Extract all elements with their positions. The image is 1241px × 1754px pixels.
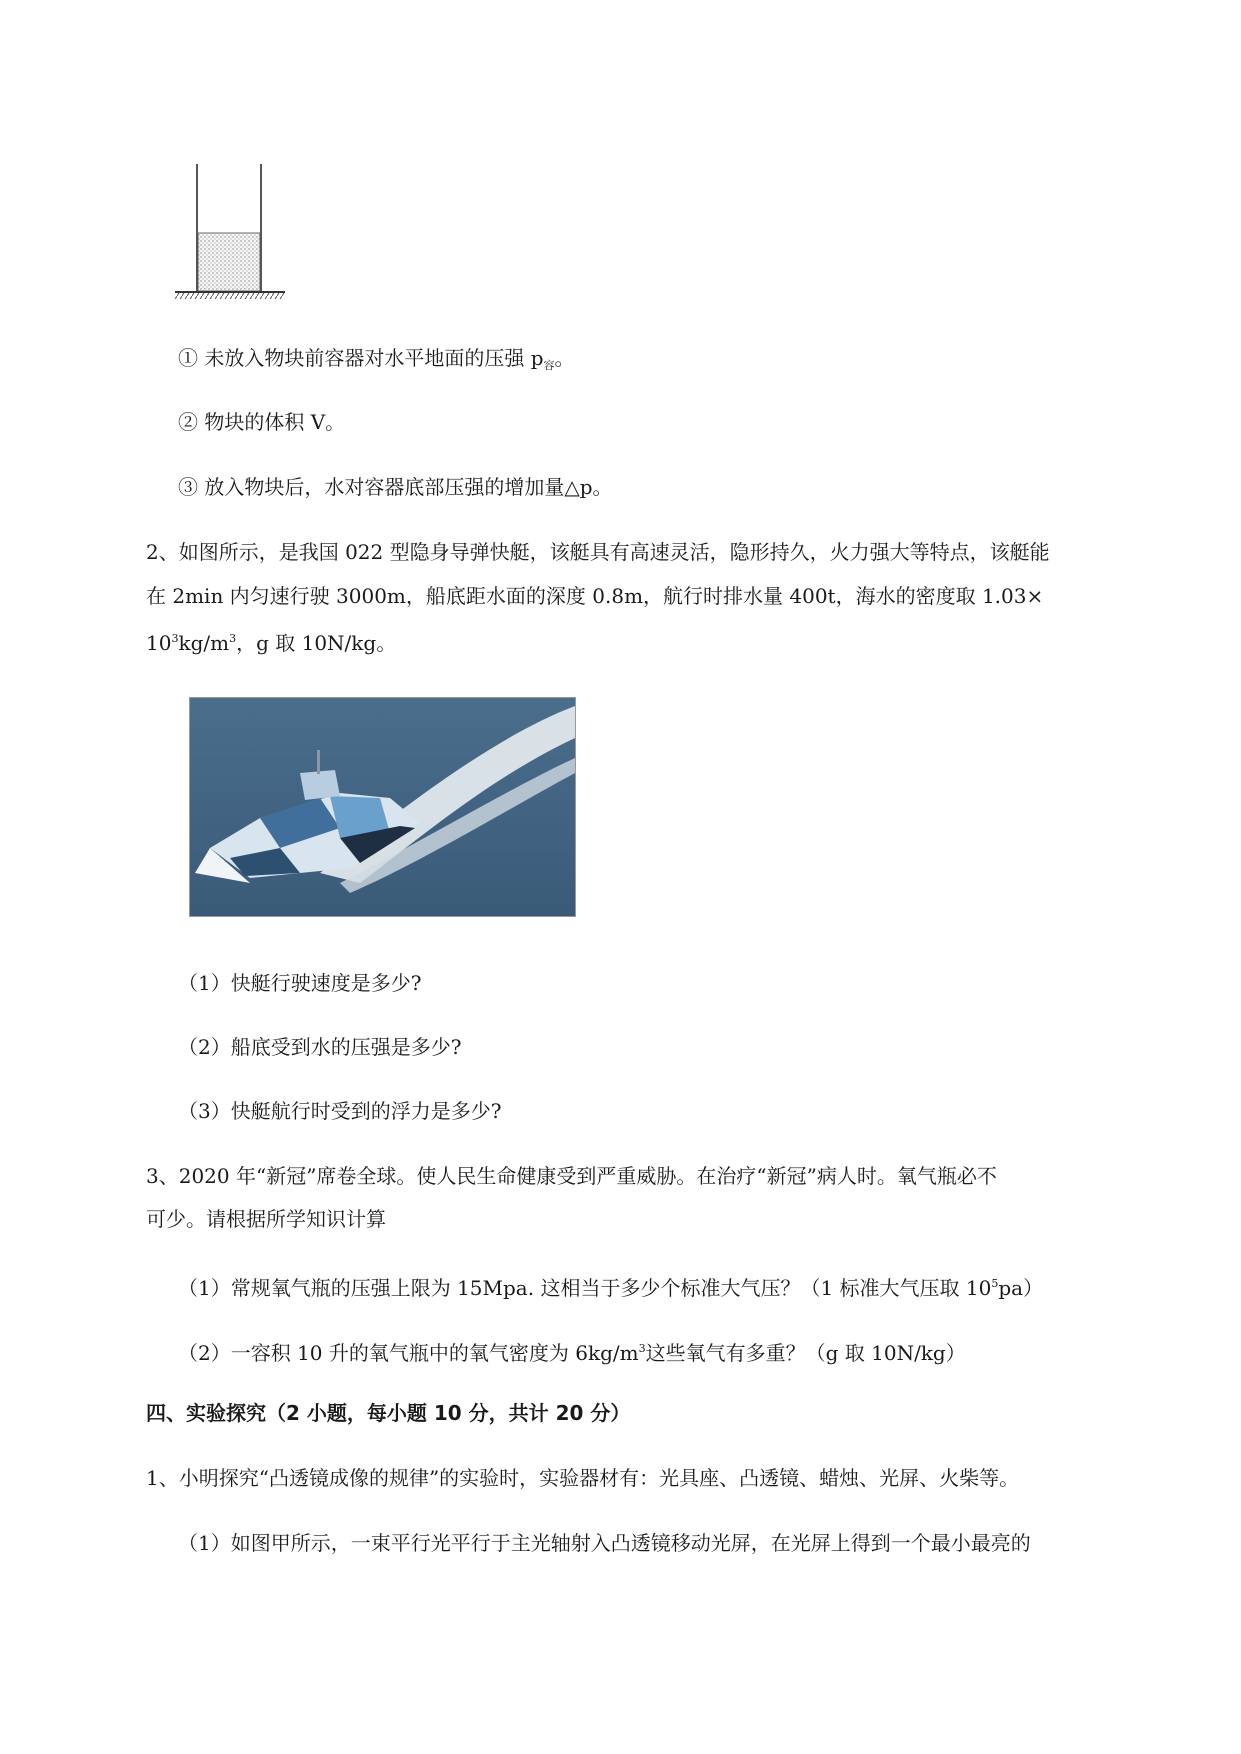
s4-q1-line-1: 1、小明探究“凸透镜成像的规律”的实验时，实验器材有：光具座、凸透镜、蜡烛、光屏、火柴等。	[146, 1466, 1020, 1490]
q2-sub-2: （2）船底受到水的压强是多少?	[178, 1035, 462, 1059]
container-diagram	[172, 160, 292, 305]
q2-text-line-1: 2、如图所示，是我国 022 型隐身导弹快艇，该艇具有高速灵活，隐形持久，火力强大等特点，该艇能	[146, 540, 1050, 564]
q3-text-line-2: 可少。请根据所学知识计算	[146, 1207, 386, 1231]
q2-sub-3: （3）快艇航行时受到的浮力是多少?	[178, 1099, 502, 1123]
ground-hatch	[175, 293, 285, 299]
stealth-boat-photo	[189, 697, 576, 917]
q1-item-3: ③ 放入物块后，水对容器底部压强的增加量△p。	[178, 475, 613, 499]
q3-sub-2: （2）一容积 10 升的氧气瓶中的氧气密度为 $6kg/m^3$这些氧气有多重？（g 取 10N/kg）	[178, 1341, 966, 1365]
q2-sub-1: （1）快艇行驶速度是多少?	[178, 971, 422, 995]
water-fill	[198, 233, 260, 291]
section-heading: 四、实验探究（2 小题，每小题 10 分，共计 20 分）	[146, 1401, 631, 1425]
q1-item-1: ① 未放入物块前容器对水平地面的压强 $p_容$。	[178, 346, 575, 372]
q2-text-line-2: 在 2min 内匀速行驶 3000m，船底距水面的深度 0.8m，航行时排水量 400t，海水的密度取 1.03×	[146, 584, 1044, 608]
q3-sub-1: （1）常规氧气瓶的压强上限为 15Mpa. 这相当于多少个标准大气压？（1 标准大气压取 $10^5pa$）	[178, 1276, 1044, 1300]
s4-q1-sub-1: （1）如图甲所示，一束平行光平行于主光轴射入凸透镜移动光屏，在光屏上得到一个最小最亮的	[178, 1531, 1031, 1555]
q3-text-line-1: 3、2020 年“新冠”席卷全球。使人民生命健康受到严重威胁。在治疗“新冠”病人时。氧气瓶必不	[146, 1164, 997, 1188]
q2-text-line-3: $10^3kg/m^3$，g 取 10N/kg。	[146, 631, 397, 655]
q1-item-2: ② 物块的体积 V。	[178, 410, 346, 434]
